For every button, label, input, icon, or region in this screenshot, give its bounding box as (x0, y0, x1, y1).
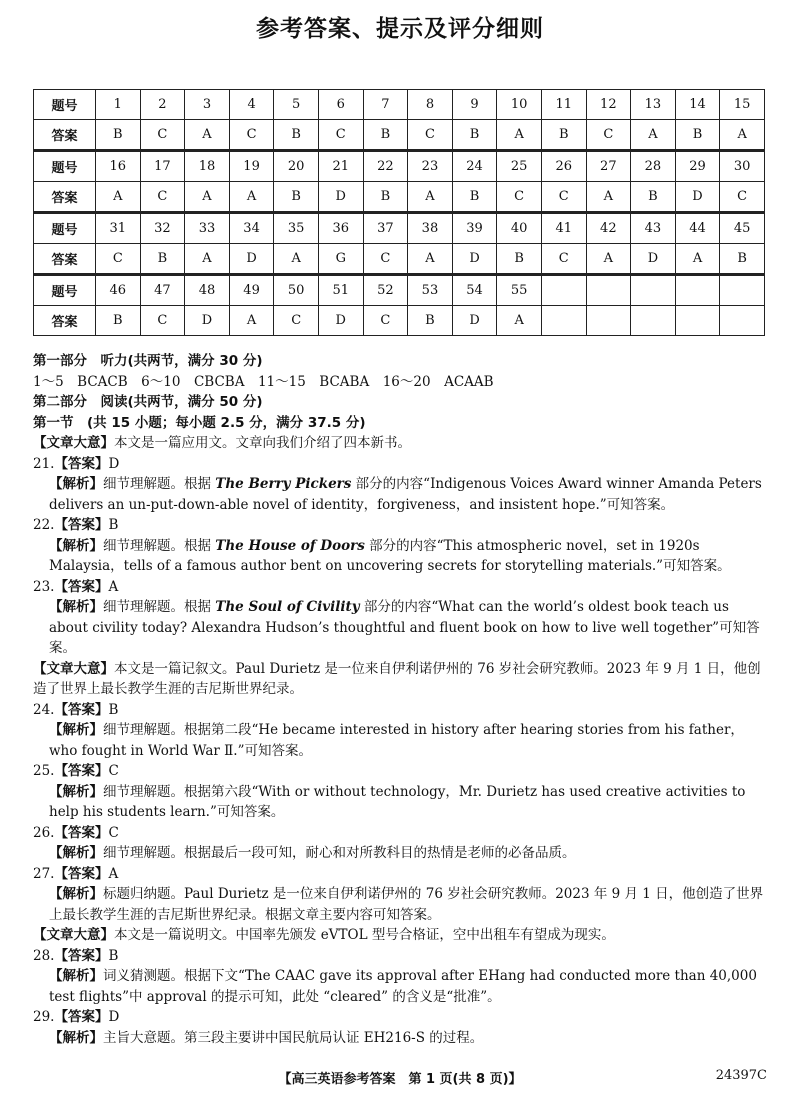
answer-cell: C (541, 182, 586, 213)
question-number-cell: 53 (408, 275, 453, 306)
question-number-cell: 51 (318, 275, 363, 306)
part1-answers: 1～5 BCACB 6～10 CBCBA 11～15 BCABA 16～20 ACAAB (33, 373, 494, 390)
q25-analysis: 【解析】细节理解题。根据第六段“With or without technology，Mr. Durietz has used creative activities to help his students learn.”可知答案。 (49, 783, 746, 820)
answer-cell: A (497, 306, 542, 336)
question-number-cell: 55 (497, 275, 542, 306)
answer-cell: C (586, 120, 631, 151)
answer-cell: A (185, 182, 230, 213)
answer-cell: B (274, 120, 319, 151)
answer-cell: C (96, 244, 141, 275)
q21-analysis: 【解析】细节理解题。根据 The Berry Pickers 部分的内容“Indigenous Voices Award winner Amanda Peters delivers an un-put-down-able novel of identity，forgiveness，and insistent hope.”可知答案。 (49, 476, 762, 513)
question-number-row (34, 90, 765, 120)
question-number-cell: 48 (185, 275, 230, 306)
answer-cell: C (140, 182, 185, 213)
section1-heading: 第一节 (共 15 小题；每小题 2.5 分，满分 37.5 分) (33, 414, 366, 431)
q28-analysis: 【解析】词义猜测题。根据下文“The CAAC gave its approval after EHang had conducted more than 40,000 test flights”中 approval 的提示可知，此处 “cleared” 的含义是“批准”。 (49, 968, 757, 1005)
question-number-cell: 35 (274, 213, 319, 244)
question-number-row (34, 213, 765, 244)
question-number-cell: 21 (318, 151, 363, 182)
question-number-cell (541, 275, 586, 306)
answer-cell: A (497, 120, 542, 151)
question-number-cell: 28 (631, 151, 676, 182)
answer-cell: C (140, 120, 185, 151)
answer-label: 答案 (34, 120, 96, 151)
answer-cell: A (229, 306, 274, 336)
answer-cell (586, 306, 631, 336)
answer-cell: D (675, 182, 720, 213)
question-number-cell: 1 (96, 90, 141, 120)
question-number-cell (720, 275, 765, 306)
answer-cell: B (140, 244, 185, 275)
answer-cell: B (96, 120, 141, 151)
question-number-cell: 27 (586, 151, 631, 182)
answer-cell: D (631, 244, 676, 275)
question-number-row (34, 275, 765, 306)
answer-cell: B (363, 120, 408, 151)
answer-cell: C (229, 120, 274, 151)
question-number-cell (586, 275, 631, 306)
answer-cell: C (408, 120, 453, 151)
question-number-cell: 19 (229, 151, 274, 182)
answer-cell: C (720, 182, 765, 213)
answer-label: 答案 (34, 182, 96, 213)
answer-cell: A (229, 182, 274, 213)
question-number-cell: 13 (631, 90, 676, 120)
question-label: 题号 (34, 151, 96, 182)
answer-cell: C (274, 306, 319, 336)
answer-cell: B (96, 306, 141, 336)
q29-analysis: 【解析】主旨大意题。第三段主要讲中国民航局认证 EH216-S 的过程。 (49, 1029, 484, 1046)
question-number-cell: 24 (452, 151, 497, 182)
q27-answer: 27.【答案】A (33, 865, 119, 882)
answer-cell (631, 306, 676, 336)
answer-cell (675, 306, 720, 336)
question-number-cell: 5 (274, 90, 319, 120)
question-number-cell: 45 (720, 213, 765, 244)
q24-analysis: 【解析】细节理解题。根据第二段“He became interested in history after hearing stories from his father，who fought in World War Ⅱ.”可知答案。 (49, 722, 744, 759)
q23-analysis: 【解析】细节理解题。根据 The Soul of Civility 部分的内容“What can the world’s oldest book teach us about civility today? Alexandra Hudson’s thoughtful and fluent book on how to live well together”可知答案。 (49, 599, 760, 656)
question-number-cell: 29 (675, 151, 720, 182)
question-number-cell: 52 (363, 275, 408, 306)
question-number-cell: 46 (96, 275, 141, 306)
question-number-cell (631, 275, 676, 306)
question-number-cell: 31 (96, 213, 141, 244)
answer-cell: D (452, 244, 497, 275)
question-number-cell: 50 (274, 275, 319, 306)
q21-answer: 21.【答案】D (33, 455, 120, 472)
question-number-cell: 33 (185, 213, 230, 244)
q27-analysis: 【解析】标题归纳题。Paul Durietz 是一位来自伊利诺伊州的 76 岁社会研究教师。2023 年 9 月 1 日，他创造了世界上最长教学生涯的吉尼斯世界纪录。根据文章主要内容可知答案。 (49, 886, 764, 923)
passage-a-summary: 【文章大意】本文是一篇应用文。文章向我们介绍了四本新书。 (33, 435, 411, 451)
answer-row (34, 120, 765, 151)
question-number-cell: 18 (185, 151, 230, 182)
answer-cell: D (185, 306, 230, 336)
question-number-cell: 44 (675, 213, 720, 244)
question-number-cell: 41 (541, 213, 586, 244)
answer-cell: D (318, 182, 363, 213)
question-number-cell: 8 (408, 90, 453, 120)
answer-cell: A (720, 120, 765, 151)
q26-analysis: 【解析】细节理解题。根据最后一段可知，耐心和对所教科目的热情是老师的必备品质。 (49, 845, 576, 861)
part1-heading: 第一部分 听力(共两节，满分 30 分) (33, 353, 263, 369)
question-number-cell: 54 (452, 275, 497, 306)
answer-cell (720, 306, 765, 336)
page-title: 参考答案、提示及评分细则 (256, 16, 544, 42)
page-footer: 【高三英语参考答案 第 1 页(共 8 页)】 (278, 1072, 522, 1087)
passage-c-summary: 【文章大意】本文是一篇说明文。中国率先颁发 eVTOL 型号合格证，空中出租车有望成为现实。 (33, 927, 615, 943)
answer-cell: D (229, 244, 274, 275)
answer-cell: A (586, 182, 631, 213)
question-number-cell: 37 (363, 213, 408, 244)
answer-cell: B (408, 306, 453, 336)
answer-row (34, 244, 765, 275)
answer-label: 答案 (34, 244, 96, 275)
question-number-cell: 2 (140, 90, 185, 120)
answer-table (33, 89, 765, 336)
answer-cell: B (452, 182, 497, 213)
answer-row (34, 182, 765, 213)
question-number-cell: 23 (408, 151, 453, 182)
q22-analysis: 【解析】细节理解题。根据 The House of Doors 部分的内容“This atmospheric novel，set in 1920s Malaysia，tells of a famous author bent on uncovering secrets for storytelling materials.”可知答案。 (49, 537, 731, 574)
question-number-cell: 43 (631, 213, 676, 244)
answer-cell: C (318, 120, 363, 151)
answer-cell: B (363, 182, 408, 213)
answer-cell: C (140, 306, 185, 336)
question-number-cell: 47 (140, 275, 185, 306)
q25-answer: 25.【答案】C (33, 763, 119, 779)
question-number-cell: 42 (586, 213, 631, 244)
part2-heading: 第二部分 阅读(共两节，满分 50 分) (33, 394, 263, 410)
question-number-cell: 36 (318, 213, 363, 244)
answer-cell: B (631, 182, 676, 213)
question-number-cell: 34 (229, 213, 274, 244)
question-number-cell: 20 (274, 151, 319, 182)
question-label: 题号 (34, 213, 96, 244)
question-number-row (34, 151, 765, 182)
question-number-cell: 49 (229, 275, 274, 306)
question-number-cell: 6 (318, 90, 363, 120)
passage-b-summary: 【文章大意】本文是一篇记叙文。Paul Durietz 是一位来自伊利诺伊州的 76 岁社会研究教师。2023 年 9 月 1 日，他创造了世界上最长教学生涯的吉尼斯世界纪录。 (33, 660, 761, 697)
answer-cell: B (675, 120, 720, 151)
q26-answer: 26.【答案】C (33, 824, 119, 841)
question-number-cell: 10 (497, 90, 542, 120)
question-number-cell: 16 (96, 151, 141, 182)
question-number-cell: 40 (497, 213, 542, 244)
question-number-cell: 25 (497, 151, 542, 182)
answer-cell: A (675, 244, 720, 275)
q23-answer: 23.【答案】A (33, 578, 119, 595)
answer-cell: D (318, 306, 363, 336)
answer-row (34, 306, 765, 336)
question-number-cell (675, 275, 720, 306)
document-code: 24397C (715, 1068, 767, 1083)
answer-cell: B (497, 244, 542, 275)
q29-answer: 29.【答案】D (33, 1009, 120, 1025)
question-number-cell: 32 (140, 213, 185, 244)
answer-cell: C (541, 244, 586, 275)
answer-cell: A (274, 244, 319, 275)
question-number-cell: 30 (720, 151, 765, 182)
question-number-cell: 17 (140, 151, 185, 182)
q24-answer: 24.【答案】B (33, 701, 119, 718)
question-number-cell: 22 (363, 151, 408, 182)
answer-cell: G (318, 244, 363, 275)
answer-cell: C (497, 182, 542, 213)
question-label: 题号 (34, 275, 96, 306)
answer-cell: A (408, 244, 453, 275)
question-number-cell: 4 (229, 90, 274, 120)
question-number-cell: 9 (452, 90, 497, 120)
answer-cell: A (586, 244, 631, 275)
question-number-cell: 39 (452, 213, 497, 244)
answer-cell: A (96, 182, 141, 213)
answer-label: 答案 (34, 306, 96, 336)
question-number-cell: 7 (363, 90, 408, 120)
answer-cell: B (274, 182, 319, 213)
answer-cell: D (452, 306, 497, 336)
question-number-cell: 38 (408, 213, 453, 244)
question-number-cell: 3 (185, 90, 230, 120)
answer-cell (541, 306, 586, 336)
answer-explanations (33, 351, 768, 1048)
answer-cell: C (363, 306, 408, 336)
answer-cell: B (452, 120, 497, 151)
question-number-cell: 15 (720, 90, 765, 120)
q28-answer: 28.【答案】B (33, 947, 119, 964)
question-number-cell: 11 (541, 90, 586, 120)
q22-answer: 22.【答案】B (33, 517, 119, 533)
answer-cell: B (720, 244, 765, 275)
answer-cell: A (185, 244, 230, 275)
answer-cell: C (363, 244, 408, 275)
answer-cell: A (408, 182, 453, 213)
question-number-cell: 12 (586, 90, 631, 120)
answer-cell: A (631, 120, 676, 151)
answer-cell: B (541, 120, 586, 151)
question-label: 题号 (34, 90, 96, 120)
question-number-cell: 26 (541, 151, 586, 182)
answer-cell: A (185, 120, 230, 151)
question-number-cell: 14 (675, 90, 720, 120)
